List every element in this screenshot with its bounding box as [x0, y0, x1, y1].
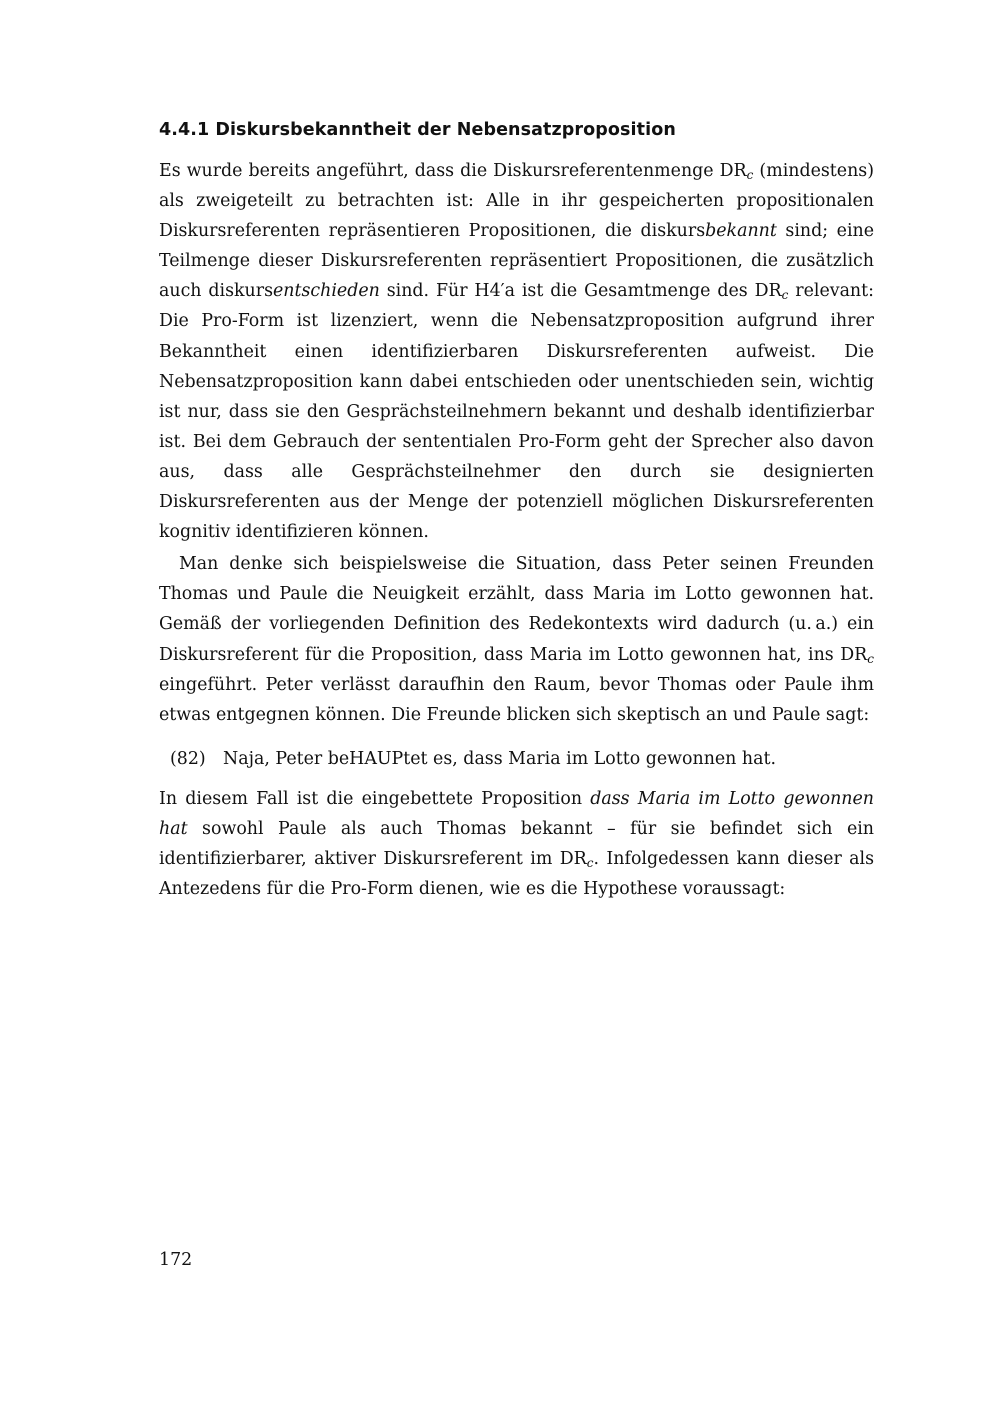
- paragraph-1-text: sind; eine Teilmenge dieser Diskursreferenten repräsentiert Propositionen, die zusätzlich auch diskurs: [159, 221, 874, 302]
- paragraph-1-text: Es wurde bereits angeführt, dass die Diskursreferentenmenge DR: [159, 161, 747, 181]
- paragraph-3-text: . Infolgedessen kann dieser als Antezedens für die Pro-Form dienen, wie es die Hypothese voraussagt:: [159, 848, 875, 900]
- subscript-c: c: [781, 288, 789, 303]
- paragraph-3-text: In diesem Fall ist die eingebettete Proposition: [159, 788, 591, 809]
- subscript-c: c: [746, 168, 754, 182]
- section-title: Diskursbekanntheit der Nebensatzproposition: [215, 120, 676, 140]
- emphasis-entschieden: entschieden: [273, 281, 380, 302]
- paragraph-2-text: eingeführt. Peter verlässt daraufhin den Raum, bevor Thomas oder Paule ihm etwas entgegnen können. Die Freunde blicken sich skeptisch an und Paule sagt:: [159, 674, 874, 725]
- example-number: (82): [170, 748, 206, 769]
- paragraph-2: [159, 549, 874, 730]
- paragraph-2-text: Man denke sich beispielsweise die Situation, dass Peter seinen Freunden Thomas und Paule die Neuigkeit erzählt, dass Maria im Lotto gewonnen hat. Gemäß der vorliegenden Definition des Redekontexts wird dadurch (u. a.) ein Diskursreferent für die Proposition, dass Maria im Lotto gewonnen hat, ins DR: [159, 554, 874, 665]
- emphasis-bekannt: bekannt: [705, 221, 777, 242]
- emphasis-embedded-proposition: dass Maria im Lotto gewonnen hat: [159, 788, 875, 839]
- example-text: Naja, Peter beHAUPtet es, dass Maria im Lotto gewonnen hat.: [223, 748, 776, 769]
- paragraph-3: [159, 784, 874, 904]
- paragraph-1: [159, 156, 874, 547]
- example-82: [170, 744, 874, 774]
- section-heading: [159, 116, 874, 144]
- paragraph-1-text: (mindestens) als zweigeteilt zu betrachten ist: Alle in ihr gespeicherten propositionalen Diskursreferenten repräsentieren Propositionen, die diskurs: [159, 161, 875, 242]
- section-number: 4.4.1: [159, 120, 210, 140]
- paragraph-1-text: sind. Für H4′a ist die Gesamtmenge des DR: [379, 281, 782, 302]
- subscript-c: c: [867, 651, 874, 666]
- paragraph-1-text: relevant: Die Pro-Form ist lizenziert, wenn die Nebensatzproposition aufgrund ihrer Bekanntheit einen identifizierbaren Diskursreferenten aufweist. Die Nebensatzproposition kann dabei entschieden oder unentschieden sein, wichtig ist nur, dass sie den Gesprächsteilnehmern bekannt und deshalb identifizierbar ist. Bei dem Gebrauch der sententialen Pro-Form geht der Sprecher also davon aus, dass alle Gesprächsteilnehmer den durch sie designierten Diskursreferenten aus der Menge der potenziell möglichen Diskursreferenten kognitiv identifizieren können.: [159, 281, 874, 543]
- page-number: 172: [159, 1250, 193, 1270]
- paragraph-3-text: sowohl Paule als auch Thomas bekannt – für sie befindet sich ein identifizierbarer, aktiver Diskursreferent im DR: [159, 818, 874, 869]
- page-content: [159, 116, 874, 904]
- subscript-c: c: [586, 855, 594, 870]
